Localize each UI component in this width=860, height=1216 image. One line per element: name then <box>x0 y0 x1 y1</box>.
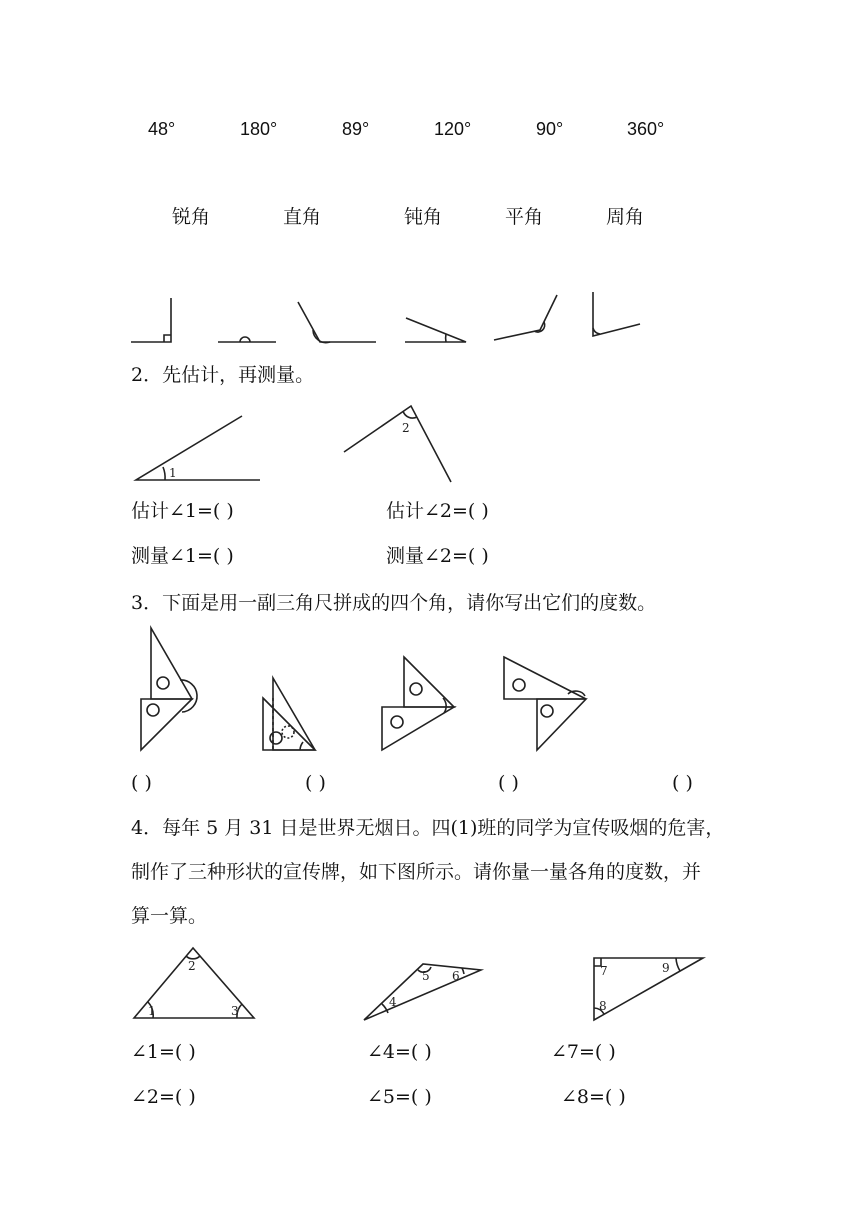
degree-90: 90° <box>536 119 564 139</box>
degree-48: 48° <box>148 119 176 139</box>
tri-label-7: 7 <box>600 964 608 978</box>
obtuse-angle-figure <box>298 302 376 343</box>
q2-figure-angle1 <box>130 410 270 490</box>
tri-label-5: 5 <box>422 969 430 983</box>
q3-figures <box>0 620 860 760</box>
q2-measure-1: 测量∠1=( ) <box>131 545 234 567</box>
q2-title: 2．先估计，再测量。 <box>131 364 315 386</box>
q4-triangles <box>0 940 860 1030</box>
q3-answer-3: ( ) <box>498 772 519 794</box>
angle2-label: 2 <box>402 421 410 435</box>
type-acute: 锐角 <box>172 206 211 228</box>
q3-answer-4: ( ) <box>672 772 693 794</box>
type-full: 周角 <box>606 206 645 228</box>
degree-180: 180° <box>240 119 278 139</box>
q2-estimate-1: 估计∠1=( ) <box>131 500 234 522</box>
tri-label-8: 8 <box>599 999 607 1013</box>
set-square-figure-2 <box>263 678 315 750</box>
q3-answer-1: ( ) <box>131 772 152 794</box>
q4-answer-angle-7: ∠7=( ) <box>551 1041 616 1063</box>
type-straight: 平角 <box>505 206 544 228</box>
tri-label-9: 9 <box>662 961 670 975</box>
angle-figures-row <box>0 288 860 348</box>
straight-angle-figure <box>218 337 276 342</box>
q2-figure-angle2 <box>340 400 470 490</box>
tri-label-6: 6 <box>452 969 460 983</box>
q2-estimate-2: 估计∠2=( ) <box>386 500 489 522</box>
q2-measure-2: 测量∠2=( ) <box>386 545 489 567</box>
q4-answer-angle-2: ∠2=( ) <box>131 1086 196 1108</box>
degree-120: 120° <box>434 119 472 139</box>
set-square-figure-4 <box>504 657 586 750</box>
tri-label-4: 4 <box>389 995 397 1009</box>
q4-text-line-1: 4．每年 5 月 31 日是世界无烟日。四(1)班的同学为宣传吸烟的危害， <box>131 817 725 839</box>
set-square-figure-3 <box>382 657 454 750</box>
angle1-label: 1 <box>169 466 177 480</box>
q4-answer-angle-5: ∠5=( ) <box>367 1086 432 1108</box>
degree-360: 360° <box>627 119 665 139</box>
acute-angle-figure <box>405 318 466 342</box>
degree-89: 89° <box>342 119 370 139</box>
q4-text-line-3: 算一算。 <box>131 905 208 927</box>
q4-answer-angle-8: ∠8=( ) <box>561 1086 626 1108</box>
q4-answer-angle-4: ∠4=( ) <box>367 1041 432 1063</box>
tri-label-2: 2 <box>188 959 196 973</box>
q4-text-line-2: 制作了三种形状的宣传牌，如下图所示。请你量一量各角的度数，并 <box>131 861 702 883</box>
q4-answer-angle-1: ∠1=( ) <box>131 1041 196 1063</box>
tri-label-3: 3 <box>231 1004 239 1018</box>
tri-label-1: 1 <box>148 1004 156 1018</box>
type-obtuse: 钝角 <box>404 206 443 228</box>
acute-angle-figure-2 <box>593 292 640 336</box>
set-square-figure-1 <box>141 628 197 750</box>
right-angle-figure <box>131 298 171 342</box>
obtuse-angle-figure-2 <box>494 295 557 340</box>
triangle-1 <box>134 948 254 1018</box>
triangle-3 <box>594 958 703 1020</box>
q3-answer-2: ( ) <box>305 772 326 794</box>
triangle-2 <box>364 964 481 1020</box>
q3-title: 3．下面是用一副三角尺拼成的四个角，请你写出它们的度数。 <box>131 592 657 614</box>
type-right: 直角 <box>283 206 322 228</box>
